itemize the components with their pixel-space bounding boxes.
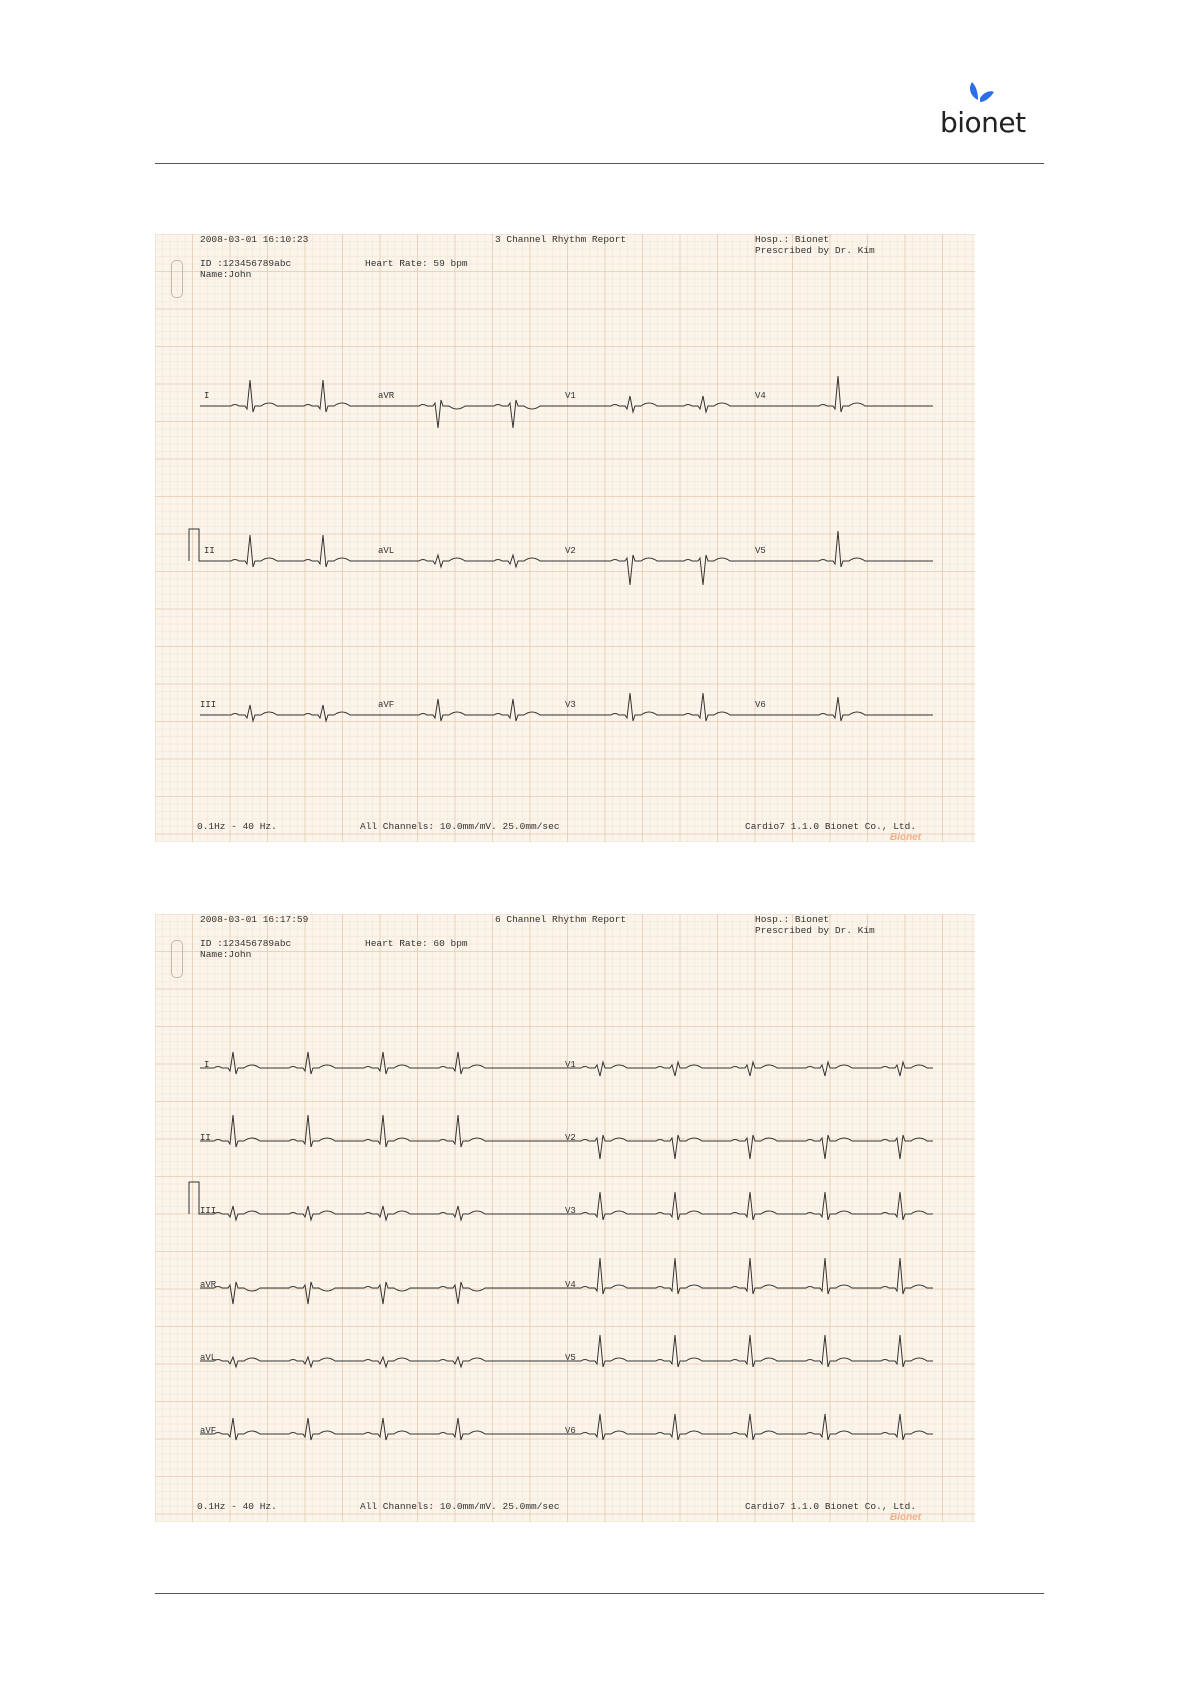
prescribed-by: Prescribed by Dr. Kim — [755, 245, 875, 256]
lead-label: V6 — [755, 700, 766, 710]
filter-setting: 0.1Hz - 40 Hz. — [197, 821, 277, 832]
patient-id: ID :123456789abc — [200, 938, 292, 949]
paper-holder-mark — [171, 940, 183, 978]
bionet-logo — [940, 80, 1052, 140]
lead-label: aVF — [378, 700, 395, 710]
lead-label: II — [200, 1133, 211, 1143]
lead-label: V2 — [565, 1133, 576, 1143]
software-version: Cardio7 1.1.0 Bionet Co., Ltd. — [745, 1501, 917, 1512]
heart-rate: Heart Rate: 59 bpm — [365, 258, 468, 269]
hospital: Hosp.: Bionet — [755, 914, 830, 925]
filter-setting: 0.1Hz - 40 Hz. — [197, 1501, 277, 1512]
footer-rule — [155, 1593, 1044, 1594]
lead-label: III — [200, 1206, 217, 1216]
lead-label: V6 — [565, 1426, 576, 1436]
header-rule — [155, 163, 1044, 164]
channel-setting: All Channels: 10.0mm/mV. 25.0mm/sec — [360, 1501, 560, 1512]
lead-label: V5 — [565, 1353, 576, 1363]
patient-id: ID :123456789abc — [200, 258, 292, 269]
lead-label: V4 — [565, 1280, 576, 1290]
ecg-report-6-channel — [155, 914, 975, 1522]
lead-label: V2 — [565, 546, 576, 556]
report-title: 3 Channel Rhythm Report — [495, 234, 627, 245]
report-title: 6 Channel Rhythm Report — [495, 914, 627, 925]
lead-label: aVL — [200, 1353, 217, 1363]
channel-setting: All Channels: 10.0mm/mV. 25.0mm/sec — [360, 821, 560, 832]
heart-rate: Heart Rate: 60 bpm — [365, 938, 468, 949]
ecg-grid-paper — [155, 234, 975, 842]
lead-label: V5 — [755, 546, 766, 556]
patient-name: Name:John — [200, 269, 252, 280]
lead-label: V3 — [565, 1206, 576, 1216]
paper-holder-mark — [171, 260, 183, 298]
lead-label: II — [204, 546, 215, 556]
patient-name: Name:John — [200, 949, 252, 960]
lead-label: V1 — [565, 1060, 576, 1070]
logo-text: bionet — [940, 106, 1026, 139]
software-version: Cardio7 1.1.0 Bionet Co., Ltd. — [745, 821, 917, 832]
lead-label: aVR — [378, 391, 395, 401]
lead-label: I — [204, 391, 210, 401]
lead-label: V3 — [565, 700, 576, 710]
lead-label: aVF — [200, 1426, 217, 1436]
ecg-report-3-channel — [155, 234, 975, 842]
lead-label: aVL — [378, 546, 395, 556]
prescribed-by: Prescribed by Dr. Kim — [755, 925, 875, 936]
bionet-stamp: Bionet — [890, 832, 922, 842]
bionet-stamp: Bionet — [890, 1512, 922, 1522]
lead-label: III — [200, 700, 217, 710]
lead-label: V4 — [755, 391, 766, 401]
lead-label: V1 — [565, 391, 576, 401]
report-datetime: 2008-03-01 16:10:23 — [200, 234, 309, 245]
hospital: Hosp.: Bionet — [755, 234, 830, 245]
lead-label: I — [204, 1060, 210, 1070]
report-datetime: 2008-03-01 16:17:59 — [200, 914, 309, 925]
lead-label: aVR — [200, 1280, 217, 1290]
